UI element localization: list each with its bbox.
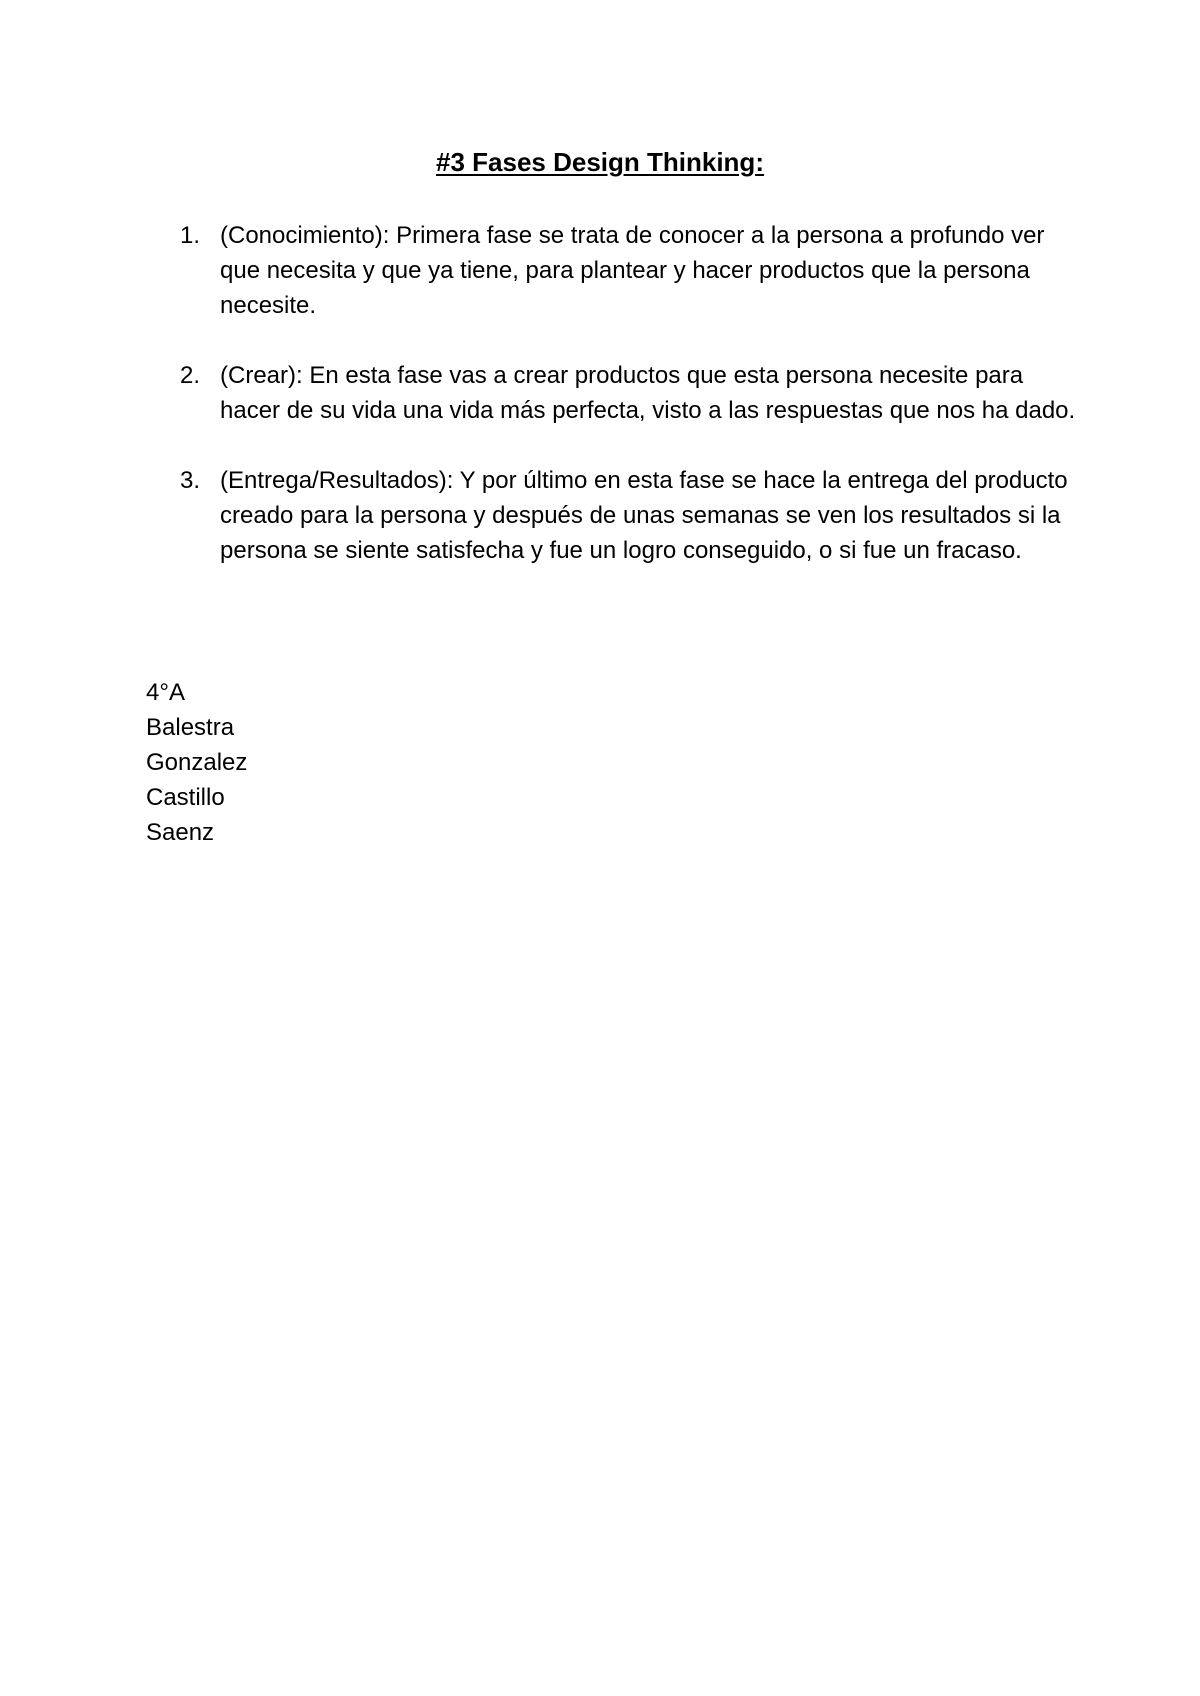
- phase-item-conocimiento: [180, 218, 1080, 323]
- author-name: Gonzalez: [146, 749, 248, 776]
- author-name: Castillo: [146, 784, 225, 811]
- phase-item-entrega: [180, 463, 1080, 568]
- phases-list: [180, 218, 1080, 603]
- phase-text: (Crear): En esta fase vas a crear productos que esta persona necesite para hacer de su vida una vida más perfecta, visto a las respuestas que nos ha dado.: [220, 362, 1076, 424]
- author-name: Saenz: [146, 819, 215, 846]
- authors-block: [146, 675, 247, 850]
- phase-text: (Conocimiento): Primera fase se trata de conocer a la persona a profundo ver que necesita y que ya tiene, para plantear y hacer productos que la persona necesite.: [220, 222, 1045, 319]
- phase-number: 2.: [180, 362, 201, 389]
- phase-text: (Entrega/Resultados): Y por último en esta fase se hace la entrega del producto creado para la persona y después de unas semanas se ven los resultados si la persona se siente satisfecha y fue un logro conseguido, o si fue un fracaso.: [220, 467, 1068, 564]
- phase-number: 3.: [180, 467, 201, 494]
- author-name: Balestra: [146, 714, 235, 741]
- class-label: 4°A: [146, 679, 185, 706]
- phase-number: 1.: [180, 222, 201, 249]
- phase-item-crear: [180, 358, 1080, 428]
- document-title: #3 Fases Design Thinking:: [436, 147, 764, 177]
